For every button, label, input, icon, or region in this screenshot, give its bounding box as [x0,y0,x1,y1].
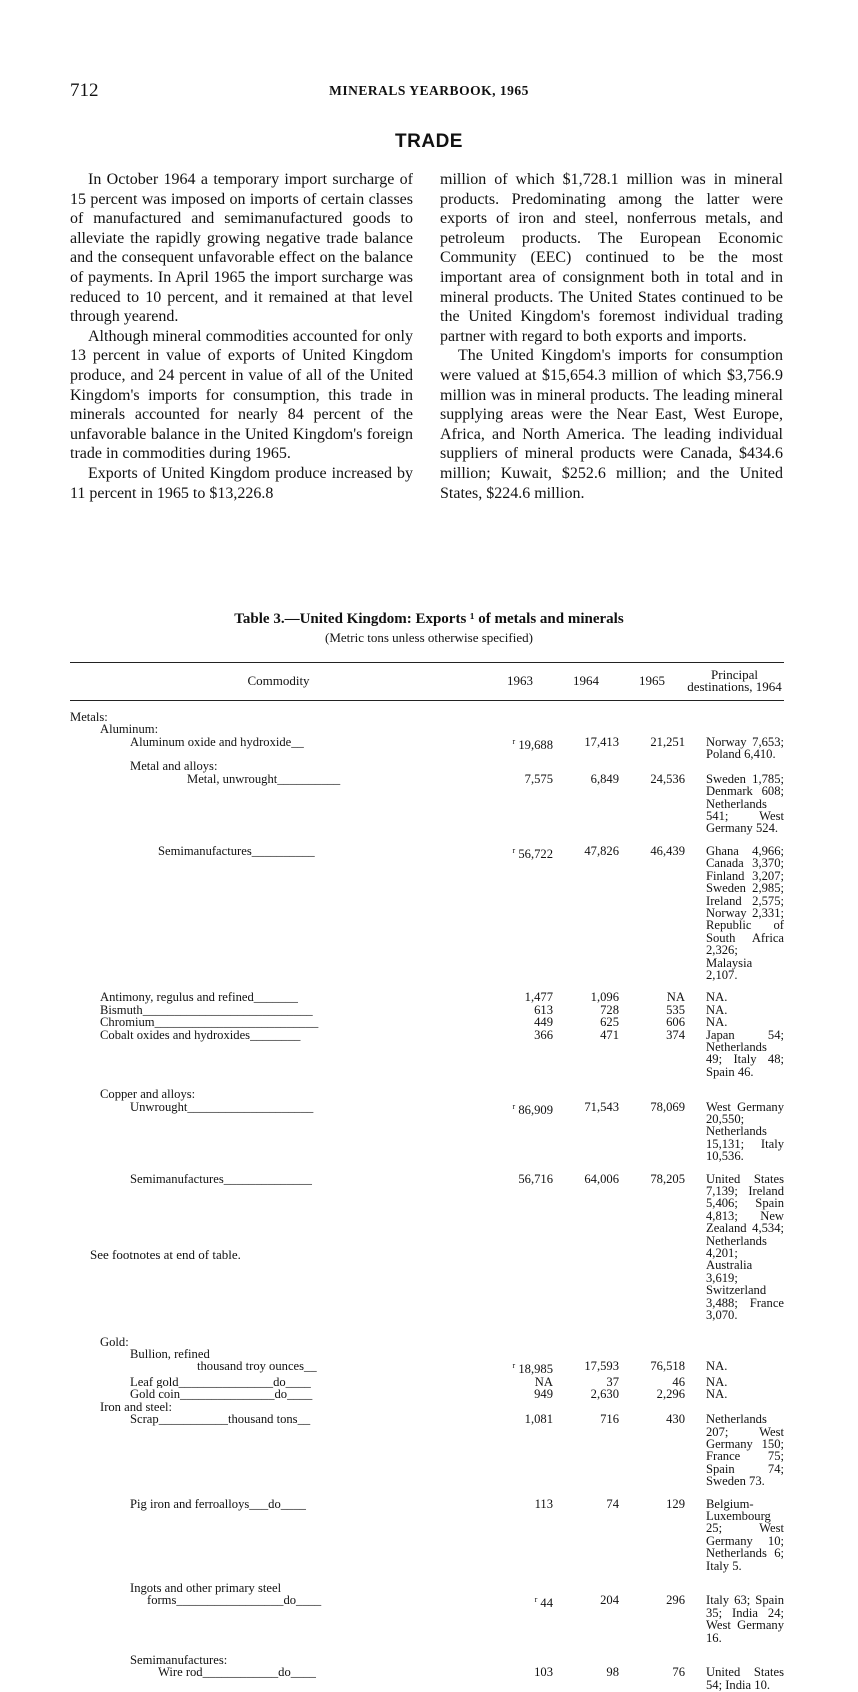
unit-text: thousand tons [227,1413,298,1427]
group-label: Aluminum: [100,722,159,737]
cell-1964: 71,543 [584,1099,619,1114]
row-label-text: Pig iron and ferroalloys [130,1496,250,1511]
row-label: Semimanufactures__________ [158,843,315,858]
cell-1963: 949 [534,1387,553,1402]
row-label-text: Bismuth [100,1003,143,1017]
cell-1964: 17,593 [584,1359,619,1374]
cell-destinations: NA. [706,1374,728,1389]
paragraph: In October 1964 a temporary import surcharge of 15 percent was imposed on imports of certain classes of manufactured and semimanufactured goods to alleviate the rapidly growing negative trade balance and the consequent unfavorable effect on the balance of payments. In April 1965 the import surcharge was reduced to 10 percent, and it remained at that level through yearend. [70,171,413,326]
row-label-text: Wire rod [158,1666,203,1680]
cell-1964: 37 [606,1374,619,1389]
running-title: MINERALS YEARBOOK, 1965 [329,83,529,98]
cell-1965: 2,296 [656,1387,685,1402]
cell-destinations: Norway 7,653; Poland 6,410. [706,734,784,762]
table-row [70,736,784,761]
revised-mark: r [534,1595,538,1605]
ditto-text: do [274,1388,288,1401]
row-label-text: Cobalt oxides and hydroxides [100,1028,251,1042]
row-label-text: thousand troy ounces [197,1360,305,1374]
table-row [70,1594,784,1644]
cell-1965: 430 [666,1412,685,1427]
cell-1963 [487,1594,553,1644]
cell-destinations: Sweden 1,785; Denmark 608; Netherlands 541; West Germany 524. [706,771,784,836]
row-label-text: Semimanufactures [130,1171,224,1186]
cell-1964: 471 [600,1027,619,1042]
cell-1963: 1,081 [524,1412,553,1427]
table-row [70,773,784,835]
row-label-text: Metal, unwrought [187,772,278,786]
table-caption: Table 3.—United Kingdom: Exports ¹ of metals and minerals [234,611,624,627]
group-label: Ingots and other primary steel [130,1581,282,1595]
page-number: 712 [70,80,99,101]
row-label: Gold coin_______________do____ [130,1388,313,1401]
cell-1964: 625 [600,1015,619,1030]
text-column-left [70,170,413,503]
cell-1964: 204 [600,1593,619,1608]
cell-destinations: NA. [706,1359,728,1374]
cell-1963 [487,835,553,981]
table-row [70,700,784,723]
paragraph: Exports of United Kingdom produce increased by 11 percent in 1965 to $13,226.8 [70,464,413,502]
cell-1965: 46,439 [650,843,685,858]
row-label: Chromium__________________________ [100,1016,319,1029]
cell-destinations: Japan 54; Netherlands 49; Italy 48; Spain 46. [706,1027,784,1079]
cell-destinations: Netherlands 207; West Germany 150; France 75; Spain 74; Sweden 73. [706,1412,784,1489]
cell-1965: 606 [666,1015,685,1030]
ditto-text: do [283,1594,297,1608]
table-row [70,1322,784,1348]
cell-value: 56,722 [518,847,553,862]
table-row [70,1376,784,1388]
cell-value: 19,688 [518,737,553,752]
table-row [70,1029,784,1079]
exports-table [70,662,784,1691]
table-row [70,1360,784,1376]
cell-destinations: United States 54; India 10. [706,1665,784,1692]
row-label-text: forms [147,1594,177,1608]
group-label: Iron and steel: [100,1399,173,1414]
cell-1964: 2,630 [590,1387,619,1402]
cell-1964: 716 [600,1412,619,1427]
cell-1963: 7,575 [524,771,553,786]
cell-1964: 1,096 [590,990,619,1005]
cell-1963: 366 [534,1027,553,1042]
revised-mark: r [512,736,516,746]
cell-1965: 535 [666,1002,685,1017]
ditto-text: do [278,1666,291,1680]
ditto-text: do [268,1496,281,1511]
cell-1963 [487,736,553,761]
cell-1963: 613 [534,1002,553,1017]
table-row [70,1388,784,1400]
group-label: Copper and alloys: [100,1087,196,1102]
row-label-text: Leaf gold [130,1375,179,1389]
cell-destinations: NA. [706,1015,728,1030]
cell-1965: 296 [666,1593,685,1608]
cell-1965: 78,069 [650,1099,685,1114]
cell-destinations: Italy 63; Spain 35; India 24; West Germany 16. [706,1593,784,1645]
revised-mark: r [512,845,516,855]
row-label: Bismuth___________________________ [100,1003,313,1017]
cell-1965: 46 [672,1374,685,1389]
cell-1965: 76 [672,1665,685,1680]
cell-1965: 76,518 [650,1359,685,1374]
table-row [70,1401,784,1413]
paragraph: million of which $1,728.1 million was in mineral products. Predominating among the latter were exports of iron and steel, nonferrous metals, and petroleum products. The European Economic Community (EEC) continued to be the most important area of consignment both in total and in mineral products. The United States continued to be the United Kingdom's foremost individual trading partner with regard to both exports and imports. [440,171,783,345]
cell-1965: 374 [666,1027,685,1042]
table-header-row [70,663,784,701]
group-label: Bullion, refined [130,1346,210,1361]
cell-1963 [487,1101,553,1163]
table-row [70,1016,784,1028]
cell-1963 [487,1360,553,1376]
cell-1964: 47,826 [584,843,619,858]
paragraph: Although mineral commodities accounted for only 13 percent in value of exports of United Kingdom produce, and 24 percent in value of all of the United Kingdom's imports for consumption, this trade in minerals accounted for nearly 84 percent of the unfavorable balance in the United Kingdom's foreign trade in commodities during 1965. [70,327,413,463]
cell-destinations: West Germany 20,550; Netherlands 15,131; Italy 10,536. [706,1099,784,1164]
table-row [70,1163,784,1322]
row-label: thousand troy ounces__ [197,1360,317,1374]
cell-1963: 103 [534,1665,553,1680]
table-row [70,1078,784,1100]
cell-1965: 24,536 [650,771,685,786]
cell-1964: 6,849 [590,771,619,786]
table-row [70,723,784,735]
revised-mark: r [512,1361,516,1371]
cell-destinations: NA. [706,1002,728,1017]
section-title: TRADE [395,131,463,152]
row-label: Aluminum oxide and hydroxide__ [130,735,304,749]
group-label: Gold: [100,1334,129,1349]
header-1963: 1963 [487,663,553,701]
row-label: Scrap___________thousand tons__ [130,1413,311,1427]
table-row [70,1413,784,1487]
row-label: Antimony, regulus and refined_______ [100,990,298,1004]
ditto-text: do [273,1375,286,1389]
table-row [70,1488,784,1572]
cell-destinations: NA. [706,1387,728,1402]
row-label: Unwrought____________________ [130,1100,314,1114]
cell-destinations: United States 7,139; Ireland 5,406; Spain 4,813; New Zealand 4,534; Netherlands 4,201; Australia 3,619; Switzerland 3,488; France 3,070. [706,1171,784,1323]
row-label: Metal, unwrought__________ [187,772,341,786]
row-label-text: Scrap [130,1413,159,1427]
cell-destinations: Ghana 4,966; Canada 3,370; Finland 3,207; Sweden 2,985; Ireland 2,575; Norway 2,331; Republic of South Africa 2,326; Malaysia 2,107. [706,843,784,982]
cell-1963: 449 [534,1015,553,1030]
row-label-text: Aluminum oxide and hydroxide [130,735,292,749]
table-row [70,835,784,981]
row-label: Pig iron and ferroalloys___do____ [130,1496,306,1511]
cell-value: 86,909 [518,1102,553,1117]
row-label-text: Unwrought [130,1100,188,1114]
cell-1965: 21,251 [650,734,685,749]
cell-1963: 56,716 [518,1171,553,1186]
row-label: Wire rod____________do____ [158,1666,316,1680]
cell-1963: 113 [534,1496,553,1511]
cell-value: 18,985 [518,1362,553,1377]
table-row [70,1666,784,1691]
footnote-reference: See footnotes at end of table. [90,1247,241,1262]
row-label: Semimanufactures______________ [130,1171,312,1186]
table-row [70,760,784,772]
row-label-text: Gold coin [130,1388,181,1401]
row-label-text: Semimanufactures [158,843,252,858]
cell-1963: NA [534,1374,553,1389]
table-row [70,1572,784,1594]
row-label: Leaf gold_______________do____ [130,1375,311,1389]
cell-destinations: NA. [706,990,728,1005]
cell-1964: 98 [606,1665,619,1680]
revised-mark: r [512,1101,516,1111]
cell-1964: 17,413 [584,734,619,749]
cell-1965: NA [666,990,685,1005]
table-row [70,1644,784,1666]
text-column-right [440,170,783,503]
cell-1964: 64,006 [584,1171,619,1186]
header-commodity: Commodity [70,663,487,701]
cell-destinations: Belgium-Luxembourg 25; West Germany 10; Netherlands 6; Italy 5. [706,1496,784,1573]
paragraph: The United Kingdom's imports for consumption were valued at $15,654.3 million of which $3,756.9 million was in mineral products. The leading mineral supplying areas were the Near East, West Europe, Africa, and North America. The leading individual suppliers of mineral products were Canada, $434.6 million; Kuwait, $252.6 million; and the United States, $224.6 million. [440,347,783,502]
row-label: Cobalt oxides and hydroxides________ [100,1028,301,1042]
header-1964: 1964 [553,663,619,701]
group-label: Semimanufactures: [130,1653,228,1668]
row-label-text: Antimony, regulus and refined [100,990,254,1004]
table-row [70,981,784,1003]
cell-1965: 129 [666,1496,685,1511]
cell-1964: 728 [600,1002,619,1017]
cell-1963: 1,477 [524,990,553,1005]
cell-value: 44 [540,1596,553,1611]
group-label: Metal and alloys: [130,759,218,774]
cell-1964: 74 [606,1496,619,1511]
header-destinations: Principal destinations, 1964 [685,663,784,701]
row-label-text: Chromium [100,1016,155,1029]
group-label: Metals: [70,709,108,724]
header-1965: 1965 [619,663,685,701]
row-label: forms_________________do____ [147,1594,322,1608]
cell-1965: 78,205 [650,1171,685,1186]
table-subcaption: (Metric tons unless otherwise specified) [325,630,533,645]
table-row [70,1101,784,1163]
